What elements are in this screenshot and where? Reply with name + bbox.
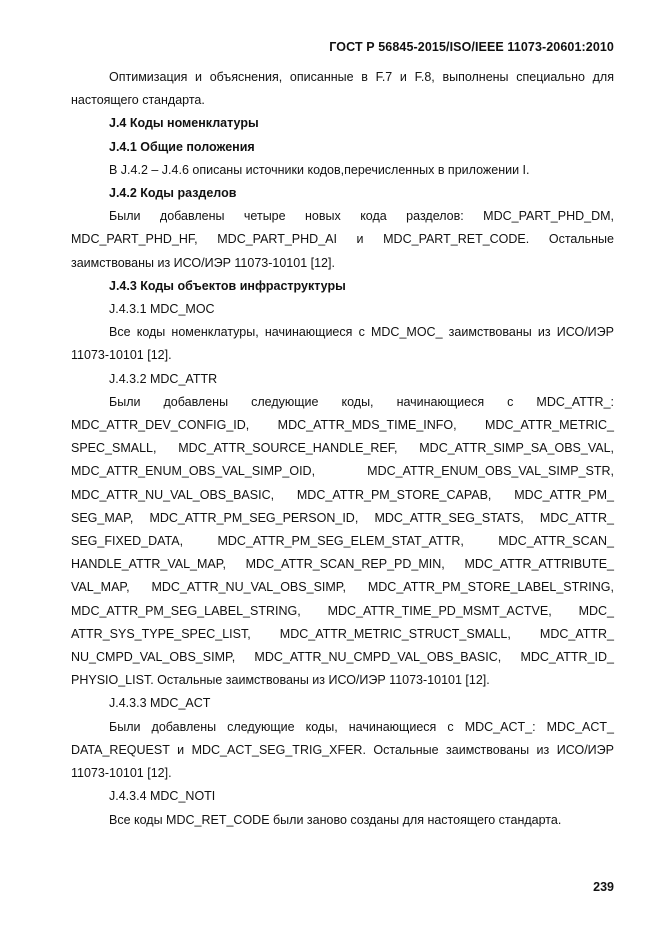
subheading-j434: J.4.3.4 MDC_NOTI (109, 789, 216, 804)
document-body (71, 66, 614, 832)
paragraph-attr-codes: Были добавлены следующие коды, начинающиеся с MDC_ATTR_: MDC_ATTR_DEV_CONFIG_ID, MDC_ATTR_MDS_TIME_INFO, MDC_ATTR_METRIC_ SPEC_SMALL, MDC_ATTR_SOURCE_HANDLE_REF, MDC_ATTR_SIMP_SA_OBS_VAL, MDC_ATTR_ENUM_OBS_VAL_SIMP_OID, MDC_ATTR_ENUM_OBS_VAL_SIMP_STR, MDC_ATTR_NU_VAL_OBS_BASIC, MDC_ATTR_PM_STORE_CAPAB, MDC_ATTR_PM_ SEG_MAP, MDC_ATTR_PM_SEG_PERSON_ID, MDC_ATTR_SEG_STATS, MDC_ATTR_ SEG_FIXED_DATA, MDC_ATTR_PM_SEG_ELEM_STAT_ATTR, MDC_ATTR_SCAN_ HANDLE_ATTR_VAL_MAP, MDC_ATTR_SCAN_REP_PD_MIN, MDC_ATTR_ATTRIBUTE_ VAL_MAP, MDC_ATTR_NU_VAL_OBS_SIMP, MDC_ATTR_PM_STORE_LABEL_STRING, MDC_ATTR_PM_SEG_LABEL_STRING, MDC_ATTR_TIME_PD_MSMT_ACTVE, MDC_ ATTR_SYS_TYPE_SPEC_LIST, MDC_ATTR_METRIC_STRUCT_SMALL, MDC_ATTR_ NU_CMPD_VAL_OBS_SIMP, MDC_ATTR_NU_CMPD_VAL_OBS_BASIC, MDC_ATTR_ID_ PHYSIO_LIST. Остальные заимствованы из ИСО/ИЭР 11073-10101 [12]. (71, 394, 614, 688)
paragraph-noti-codes: Все коды MDC_RET_CODE были заново созданы для настоящего стандарта. (109, 812, 562, 827)
paragraph-sources: В J.4.2 – J.4.6 описаны источники кодов,перечисленных в приложении I. (109, 162, 530, 177)
paragraph-optimization: Оптимизация и объяснения, описанные в F.7 и F.8, выполнены специально для настоящего стандарта. (71, 70, 614, 108)
subheading-j432: J.4.3.2 MDC_ATTR (109, 371, 218, 386)
page-number: 239 (593, 880, 614, 894)
heading-j42: J.4.2 Коды разделов (109, 186, 237, 201)
paragraph-moc-codes: Все коды номенклатуры, начинающиеся с MDC_MOC_ заимствованы из ИСО/ИЭР 11073-10101 [12]. (71, 325, 614, 363)
paragraph-act-codes: Были добавлены следующие коды, начинающиеся с MDC_ACT_: MDC_ACT_ DATA_REQUEST и MDC_ACT_SEG_TRIG_XFER. Остальные заимствованы из ИСО/ИЭР 11073-10101 [12]. (71, 719, 614, 781)
heading-j4: J.4 Коды номенклатуры (109, 116, 259, 131)
heading-j41: J.4.1 Общие положения (109, 139, 255, 154)
paragraph-partition-codes: Были добавлены четыре новых кода разделов: MDC_PART_PHD_DM, MDC_PART_PHD_HF, MDC_PART_PHD_AI и MDC_PART_RET_CODE. Остальные заимствованы из ИСО/ИЭР 11073-10101 [12]. (71, 209, 614, 270)
subheading-j431: J.4.3.1 MDC_MOC (109, 302, 215, 317)
subheading-j433: J.4.3.3 MDC_ACT (109, 696, 211, 711)
heading-j43: J.4.3 Коды объектов инфраструктуры (109, 278, 346, 293)
document-header: ГОСТ Р 56845-2015/ISO/IEEE 11073-20601:2010 (329, 40, 614, 54)
